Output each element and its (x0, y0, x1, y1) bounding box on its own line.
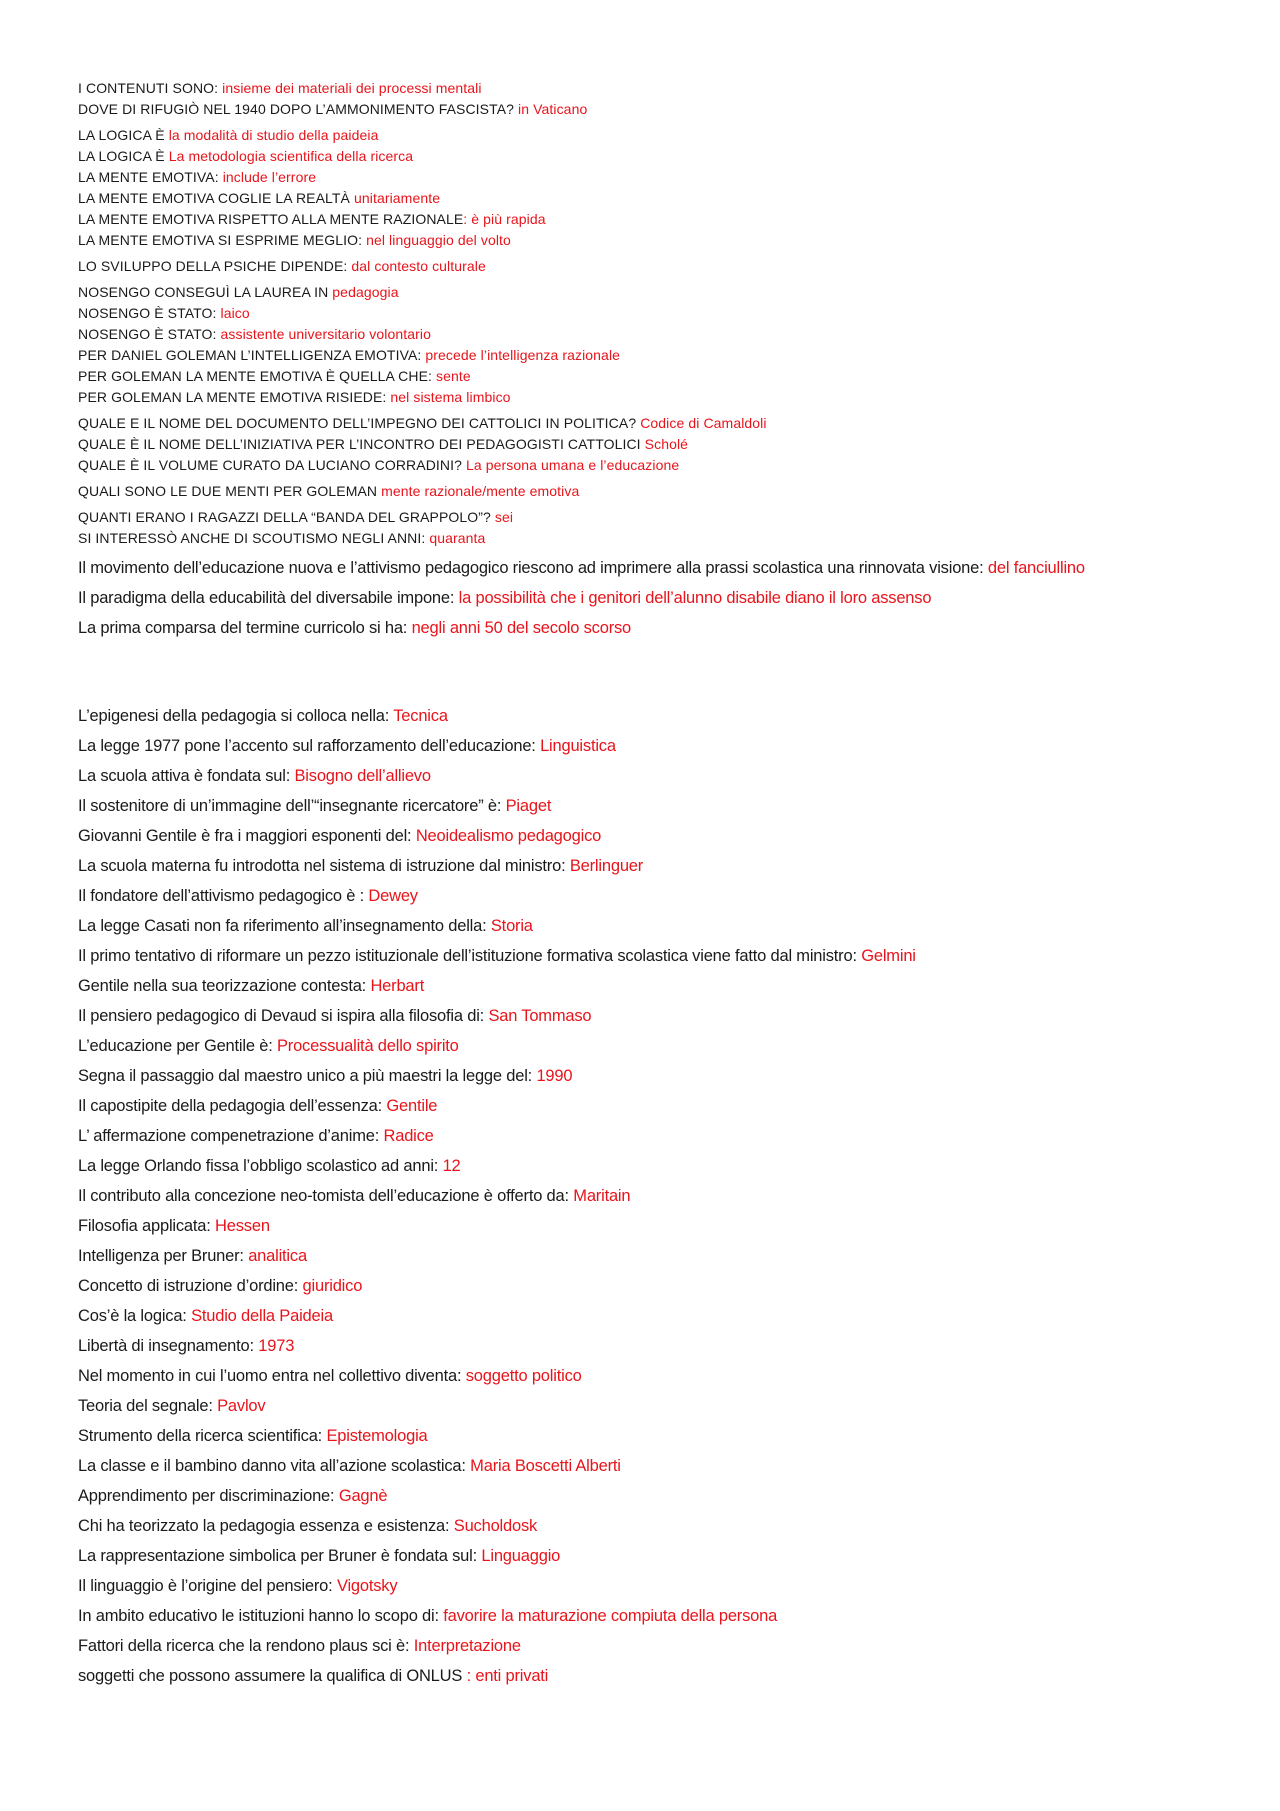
question-text: La scuola materna fu introdotta nel sistema di istruzione dal ministro: (78, 857, 570, 875)
answer-text: pedagogia (332, 284, 399, 300)
qa-row (78, 1361, 1218, 1391)
question-text: La classe e il bambino danno vita all’azione scolastica: (78, 1457, 471, 1475)
question-text: NOSENGO È STATO: (78, 305, 221, 321)
answer-text: La persona umana e l’educazione (465, 457, 680, 473)
qa-row (78, 125, 1218, 146)
answer-text: Linguaggio (481, 1547, 561, 1565)
qa-row (78, 1241, 1218, 1271)
question-text: LA MENTE EMOTIVA COGLIE LA REALTÀ (78, 190, 354, 206)
question-text: Gentile nella sua teorizzazione contesta: (78, 977, 371, 995)
qa-row (78, 78, 1218, 99)
curriculum-qa-section (78, 553, 1218, 643)
qa-row (78, 413, 1218, 434)
question-text: La legge Orlando fissa l’obbligo scolastico ad anni: (78, 1157, 443, 1175)
answer-text: Studio della Paideia (191, 1307, 333, 1325)
question-text: In ambito educativo le istituzioni hanno lo scopo di: (78, 1607, 444, 1625)
answer-text: Storia (490, 917, 533, 935)
qa-row (78, 167, 1218, 188)
answer-text: Processualità dello spirito (276, 1037, 459, 1055)
qa-row (78, 613, 1218, 643)
answer-text: Bisogno dell’allievo (294, 767, 431, 785)
answer-text: favorire la maturazione compiuta della persona (443, 1607, 778, 1625)
qa-row (78, 1211, 1218, 1241)
qa-row (78, 1601, 1218, 1631)
qa-row (78, 324, 1218, 345)
answer-text: Pavlov (217, 1397, 266, 1415)
qa-row (78, 583, 1218, 613)
qa-row (78, 1061, 1218, 1091)
answer-text: nel linguaggio del volto (366, 232, 511, 248)
qa-row (78, 146, 1218, 167)
answer-text: del fanciullino (987, 559, 1085, 577)
answer-text: sei (494, 509, 514, 525)
answer-text: dal contesto culturale (351, 258, 486, 274)
question-text: Il primo tentativo di riformare un pezzo istituzionale dell’istituzione formativa scolastica viene fatto dal ministro: (78, 947, 862, 965)
question-text: LA LOGICA È (78, 148, 169, 164)
answer-text: la modalità di studio della paideia (168, 127, 379, 143)
qa-row (78, 256, 1218, 277)
qa-row (78, 1331, 1218, 1361)
answer-text: 1990 (536, 1067, 573, 1085)
question-text: Il movimento dell’educazione nuova e l’attivismo pedagogico riescono ad imprimere alla prassi scolastica una rinnovata visione: (78, 559, 988, 577)
question-text: Teoria del segnale: (78, 1397, 218, 1415)
question-text: PER GOLEMAN LA MENTE EMOTIVA È QUELLA CHE: (78, 368, 437, 384)
question-text: Segna il passaggio dal maestro unico a più maestri la legge del: (78, 1067, 537, 1085)
qa-row (78, 303, 1218, 324)
qa-row (78, 481, 1218, 502)
answer-text: Interpretazione (413, 1637, 521, 1655)
qa-row (78, 528, 1218, 549)
answer-text: Gentile (386, 1097, 438, 1115)
qa-row (78, 345, 1218, 366)
answer-text: laico (220, 305, 250, 321)
qa-row (78, 1301, 1218, 1331)
answer-text: nel sistema limbico (390, 389, 511, 405)
question-text: Il capostipite della pedagogia dell’essenza: (78, 1097, 387, 1115)
qa-row (78, 1151, 1218, 1181)
answer-text: Hessen (215, 1217, 270, 1235)
question-text: QUALI SONO LE DUE MENTI PER GOLEMAN (78, 483, 382, 499)
question-text: NOSENGO È STATO: (78, 326, 221, 342)
answer-text: 1973 (258, 1337, 295, 1355)
qa-row (78, 1181, 1218, 1211)
answer-text: Dewey (368, 887, 418, 905)
answer-text: Sucholdosk (453, 1517, 538, 1535)
qa-row (78, 851, 1218, 881)
qa-row (78, 1121, 1218, 1151)
question-text: Concetto di istruzione d’ordine: (78, 1277, 303, 1295)
answer-text: precede l’intelligenza razionale (425, 347, 621, 363)
question-text: QUALE È IL NOME DELL’INIZIATIVA PER L’INCONTRO DEI PEDAGOGISTI CATTOLICI (78, 436, 645, 452)
qa-row (78, 1421, 1218, 1451)
qa-row (78, 455, 1218, 476)
answer-text: assistente universitario volontario (220, 326, 431, 342)
question-text: Il pensiero pedagogico di Devaud si ispira alla filosofia di: (78, 1007, 489, 1025)
answer-text: Piaget (505, 797, 552, 815)
qa-row (78, 761, 1218, 791)
question-text: L’educazione per Gentile è: (78, 1037, 277, 1055)
answer-text: la possibilità che i genitori dell’alunno disabile diano il loro assenso (458, 589, 932, 607)
answer-text: in Vaticano (518, 101, 588, 117)
answer-text: quaranta (429, 530, 486, 546)
qa-row (78, 553, 1218, 583)
answer-text: Radice (383, 1127, 434, 1145)
question-text: PER DANIEL GOLEMAN L’INTELLIGENZA EMOTIVA: (78, 347, 426, 363)
answer-text: Berlinguer (569, 857, 644, 875)
question-text: La prima comparsa del termine curricolo si ha: (78, 619, 412, 637)
answer-text: Vigotsky (336, 1577, 398, 1595)
question-text: Il fondatore dell’attivismo pedagogico è : (78, 887, 369, 905)
qa-row (78, 911, 1218, 941)
question-text: Apprendimento per discriminazione: (78, 1487, 339, 1505)
answer-text: 12 (442, 1157, 461, 1175)
answer-text: negli anni 50 del secolo scorso (411, 619, 632, 637)
question-text: LO SVILUPPO DELLA PSICHE DIPENDE: (78, 258, 352, 274)
question-text: LA MENTE EMOTIVA SI ESPRIME MEGLIO: (78, 232, 367, 248)
question-text: Filosofia applicata: (78, 1217, 216, 1235)
qa-row (78, 209, 1218, 230)
answer-text: Maritain (573, 1187, 631, 1205)
question-text: Fattori della ricerca che la rendono plaus sci è: (78, 1637, 414, 1655)
qa-row (78, 366, 1218, 387)
question-text: Intelligenza per Bruner: (78, 1247, 249, 1265)
question-text: I CONTENUTI SONO: (78, 80, 223, 96)
qa-row (78, 99, 1218, 120)
answer-text: La metodologia scientifica della ricerca (168, 148, 414, 164)
question-text: Il linguaggio è l’origine del pensiero: (78, 1577, 337, 1595)
qa-row (78, 731, 1218, 761)
question-text: Libertà di insegnamento: (78, 1337, 259, 1355)
qa-row (78, 282, 1218, 303)
question-text: Strumento della ricerca scientifica: (78, 1427, 327, 1445)
answer-text: Codice di Camaldoli (640, 415, 767, 431)
answer-text: Maria Boscetti Alberti (470, 1457, 621, 1475)
answer-text: Scholé (644, 436, 689, 452)
question-text: La scuola attiva è fondata sul: (78, 767, 295, 785)
question-text: LA MENTE EMOTIVA: (78, 169, 223, 185)
answer-text: : enti privati (466, 1667, 549, 1685)
qa-row (78, 1091, 1218, 1121)
question-text: soggetti che possono assumere la qualifica di ONLUS (78, 1667, 467, 1685)
answer-text: San Tommaso (488, 1007, 592, 1025)
answer-text: soggetto politico (465, 1367, 582, 1385)
question-text: L’ affermazione compenetrazione d’anime: (78, 1127, 384, 1145)
answer-text: unitariamente (353, 190, 441, 206)
answer-text: Linguistica (540, 737, 616, 755)
qa-row (78, 434, 1218, 455)
qa-row (78, 971, 1218, 1001)
qa-row (78, 230, 1218, 251)
question-text: La legge Casati non fa riferimento all’insegnamento della: (78, 917, 491, 935)
question-text: La rappresentazione simbolica per Bruner è fondata sul: (78, 1547, 482, 1565)
question-text: Il contributo alla concezione neo-tomista dell’educazione è offerto da: (78, 1187, 574, 1205)
answer-text: giuridico (302, 1277, 363, 1295)
answer-text: Herbart (370, 977, 425, 995)
question-text: NOSENGO CONSEGUÌ LA LAUREA IN (78, 284, 333, 300)
qa-row (78, 1271, 1218, 1301)
question-text: Il paradigma della educabilità del diversabile impone: (78, 589, 459, 607)
answer-text: Neoidealismo pedagogico (415, 827, 602, 845)
qa-row (78, 821, 1218, 851)
document-page (78, 78, 1218, 1691)
answer-text: Tecnica (393, 707, 448, 725)
question-text: DOVE DI RIFUGIÒ NEL 1940 DOPO L’AMMONIMENTO FASCISTA? (78, 101, 519, 117)
answer-text: : è più rapida (463, 211, 546, 227)
qa-row (78, 1541, 1218, 1571)
pedagogy-qa-section (78, 701, 1218, 1691)
qa-row (78, 1511, 1218, 1541)
question-text: PER GOLEMAN LA MENTE EMOTIVA RISIEDE: (78, 389, 391, 405)
question-text: Cos’è la logica: (78, 1307, 192, 1325)
qa-row (78, 1571, 1218, 1601)
question-text: Giovanni Gentile è fra i maggiori esponenti del: (78, 827, 416, 845)
answer-text: include l’errore (222, 169, 317, 185)
qa-row (78, 387, 1218, 408)
qa-row (78, 1001, 1218, 1031)
qa-row (78, 1481, 1218, 1511)
answer-text: sente (436, 368, 471, 384)
answer-text: mente razionale/mente emotiva (381, 483, 580, 499)
question-text: Chi ha teorizzato la pedagogia essenza e esistenza: (78, 1517, 454, 1535)
answer-text: Gelmini (861, 947, 916, 965)
qa-row (78, 188, 1218, 209)
question-text: SI INTERESSÒ ANCHE DI SCOUTISMO NEGLI ANNI: (78, 530, 430, 546)
answer-text: analitica (248, 1247, 307, 1265)
qa-row (78, 1661, 1218, 1691)
question-text: Il sostenitore di un’immagine dell’“insegnante ricercatore” è: (78, 797, 506, 815)
uppercase-qa-section (78, 78, 1218, 549)
question-text: QUALE È IL VOLUME CURATO DA LUCIANO CORRADINI? (78, 457, 466, 473)
qa-row (78, 1451, 1218, 1481)
question-text: La legge 1977 pone l’accento sul rafforzamento dell’educazione: (78, 737, 541, 755)
qa-row (78, 941, 1218, 971)
answer-text: Gagnè (338, 1487, 388, 1505)
qa-row (78, 701, 1218, 731)
question-text: LA LOGICA È (78, 127, 169, 143)
question-text: L’epigenesi della pedagogia si colloca nella: (78, 707, 394, 725)
question-text: QUALE E IL NOME DEL DOCUMENTO DELL’IMPEGNO DEI CATTOLICI IN POLITICA? (78, 415, 641, 431)
qa-row (78, 1391, 1218, 1421)
qa-row (78, 1031, 1218, 1061)
qa-row (78, 1631, 1218, 1661)
answer-text: Epistemologia (326, 1427, 428, 1445)
answer-text: insieme dei materiali dei processi mentali (222, 80, 482, 96)
question-text: QUANTI ERANO I RAGAZZI DELLA “BANDA DEL GRAPPOLO”? (78, 509, 495, 525)
question-text: LA MENTE EMOTIVA RISPETTO ALLA MENTE RAZIONALE (78, 211, 464, 227)
qa-row (78, 881, 1218, 911)
qa-row (78, 791, 1218, 821)
question-text: Nel momento in cui l’uomo entra nel collettivo diventa: (78, 1367, 466, 1385)
qa-row (78, 507, 1218, 528)
